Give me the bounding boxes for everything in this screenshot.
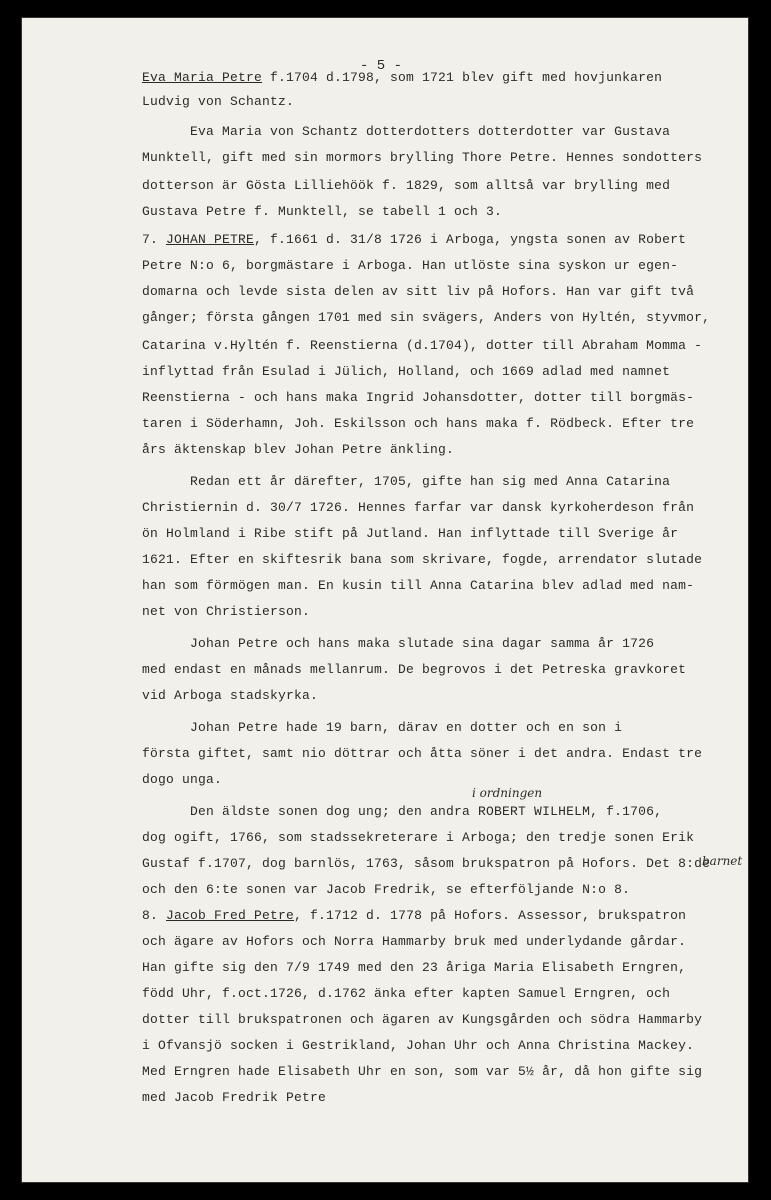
text-line: Gustaf f.1707, dog barnlös, 1763, såsom brukspatron på Hofors. Det 8:de — [142, 856, 711, 871]
text-line: Johan Petre och hans maka slutade sina dagar samma år 1726 — [142, 636, 655, 651]
text-line: han som förmögen man. En kusin till Anna Catarina blev adlad med nam- — [142, 578, 695, 593]
text-line: Han gifte sig den 7/9 1749 med den 23 åriga Maria Elisabeth Erngren, — [142, 960, 687, 975]
text-line: med endast en månads mellanrum. De begrovos i det Petreska gravkoret — [142, 662, 687, 677]
text-line: inflyttad från Esulad i Jülich, Holland, och 1669 adlad med namnet — [142, 364, 671, 379]
text-line: net von Christierson. — [142, 604, 311, 619]
text-line: Catarina v.Hyltén f. Reenstierna (d.1704), dotter till Abraham Momma - — [142, 338, 703, 353]
handwritten-ordningen: i ordningen — [472, 786, 543, 800]
underlined-name: Jacob Fred Petre — [166, 908, 295, 923]
text-line: Johan Petre hade 19 barn, därav en dotter och en son i — [142, 720, 623, 735]
text-line: gånger; första gången 1701 med sin svägers, Anders von Hyltén, styvmor, — [142, 310, 711, 325]
underlined-name: Eva Maria Petre — [142, 70, 263, 85]
text-line: Munktell, gift med sin mormors brylling Thore Petre. Hennes sondotters — [142, 150, 703, 165]
text-line: ön Holmland i Ribe stift på Jutland. Han inflyttade till Sverige år — [142, 526, 679, 541]
text-line: Eva Maria von Schantz dotterdotters dotterdotter var Gustava — [142, 124, 671, 139]
text-line: Petre N:o 6, borgmästare i Arboga. Han utlöste sina syskon ur egen- — [142, 258, 679, 273]
text-line: Ludvig von Schantz. — [142, 94, 295, 109]
document-page — [22, 18, 748, 1182]
text-line: dogo unga. — [142, 772, 223, 787]
text-line: 7. JOHAN PETRE, f.1661 d. 31/8 1726 i Arboga, yngsta sonen av Robert — [142, 232, 687, 247]
text-line: med Jacob Fredrik Petre — [142, 1090, 327, 1105]
text-line: domarna och levde sista delen av sitt liv på Hofors. Han var gift två — [142, 284, 695, 299]
text-line: Med Erngren hade Elisabeth Uhr en son, som var 5½ år, då hon gifte sig — [142, 1064, 703, 1079]
text-line: Gustava Petre f. Munktell, se tabell 1 och 3. — [142, 204, 503, 219]
text-line: vid Arboga stadskyrka. — [142, 688, 319, 703]
text-line: 8. Jacob Fred Petre, f.1712 d. 1778 på Hofors. Assessor, brukspatron — [142, 908, 687, 923]
text-line: dotter till brukspatronen och ägaren av Kungsgården och södra Hammarby — [142, 1012, 703, 1027]
underlined-name: JOHAN PETRE — [166, 232, 255, 247]
handwritten-barnet: barnet — [702, 854, 743, 868]
text-line: Den äldste sonen dog ung; den andra ROBERT WILHELM, f.1706, — [142, 804, 663, 819]
text-line: Reenstierna - och hans maka Ingrid Johansdotter, dotter till borgmäs- — [142, 390, 695, 405]
text-line: i Ofvansjö socken i Gestrikland, Johan Uhr och Anna Christina Mackey. — [142, 1038, 695, 1053]
text-line: och ägare av Hofors och Norra Hammarby bruk med underlydande gårdar. — [142, 934, 687, 949]
text-line: taren i Söderhamn, Joh. Eskilsson och hans maka f. Rödbeck. Efter tre — [142, 416, 695, 431]
text-line: Eva Maria Petre f.1704 d.1798, som 1721 blev gift med hovjunkaren — [142, 70, 663, 85]
text-line: Redan ett år därefter, 1705, gifte han sig med Anna Catarina — [142, 474, 671, 489]
text-line: års äktenskap blev Johan Petre änkling. — [142, 442, 455, 457]
text-line: dotterson är Gösta Lilliehöök f. 1829, som alltså var brylling med — [142, 178, 671, 193]
text-line: 1621. Efter en skiftesrik bana som skrivare, fogde, arrendator slutade — [142, 552, 703, 567]
page-number: - 5 - — [360, 58, 403, 74]
text-line: dog ogift, 1766, som stadssekreterare i Arboga; den tredje sonen Erik — [142, 830, 695, 845]
text-line: Christiernin d. 30/7 1726. Hennes farfar var dansk kyrkoherdeson från — [142, 500, 695, 515]
text-line: första giftet, samt nio döttrar och åtta söner i det andra. Endast tre — [142, 746, 703, 761]
text-line: och den 6:te sonen var Jacob Fredrik, se efterföljande N:o 8. — [142, 882, 631, 897]
text-line: född Uhr, f.oct.1726, d.1762 änka efter kapten Samuel Erngren, och — [142, 986, 671, 1001]
